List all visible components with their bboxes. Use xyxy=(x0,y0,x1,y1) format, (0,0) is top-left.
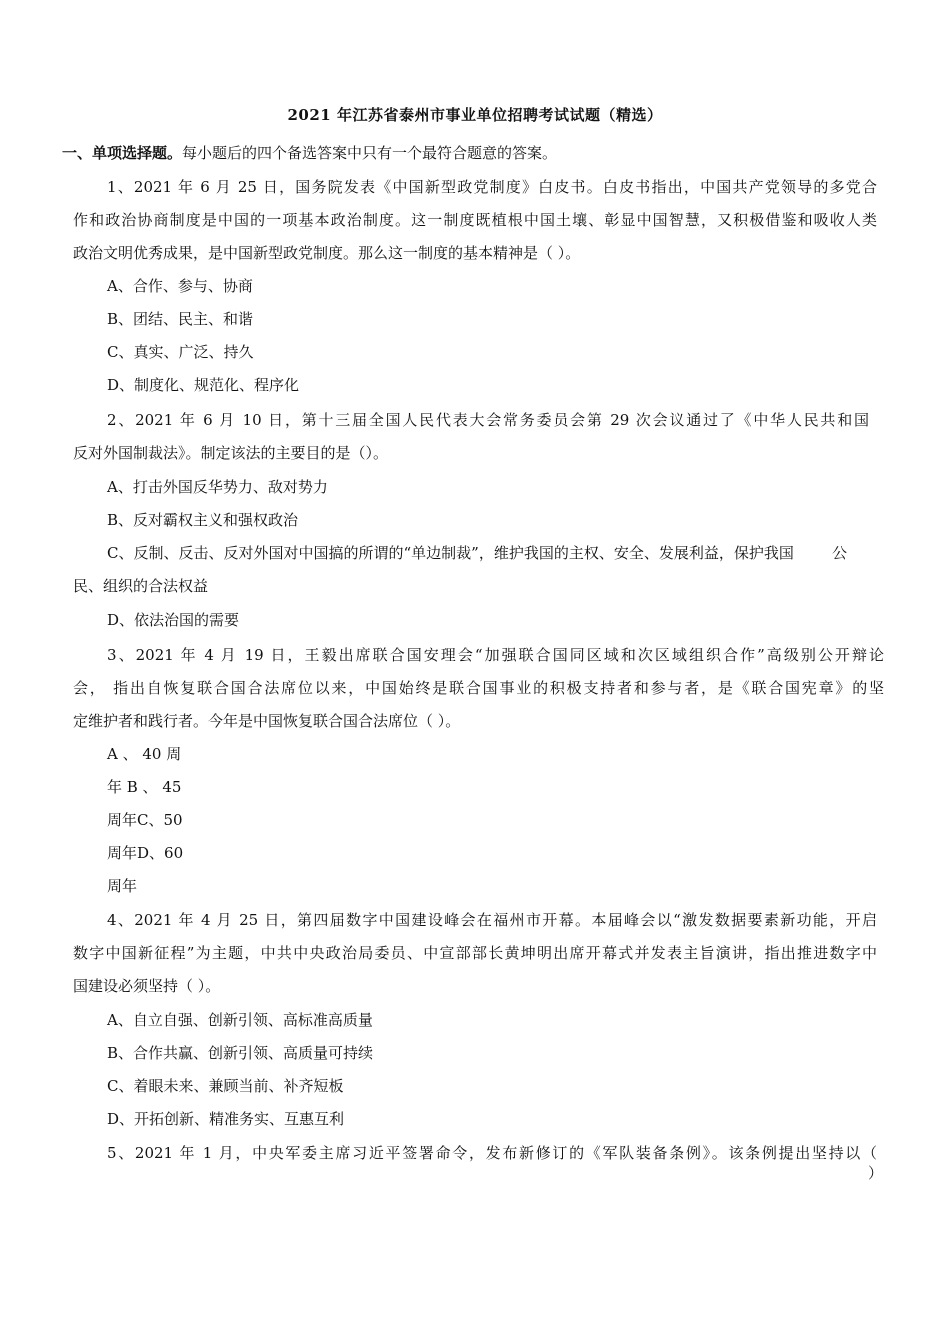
question-3-line-3: 定维护者和践行者。今年是中国恢复联合国合法席位（ ）。 xyxy=(73,712,461,730)
question-3-line-1: 3、2021 年 4 月 19 日，王毅出席联合国安理会“加强联合国同区域和次区域组织合作”高级别公开辩论 xyxy=(107,646,884,664)
question-2-line-1: 2、2021 年 6 月 10 日，第十三届全国人民代表大会常务委员会第 29 次会议通过了《中华人民共和国 xyxy=(107,411,869,429)
document-title: 2021 年江苏省泰州市事业单位招聘考试试题（精选） xyxy=(287,106,663,124)
question-4-option-a: A、自立自强、创新引领、高标准高质量 xyxy=(107,1011,373,1029)
question-1-line-2: 作和政治协商制度是中国的一项基本政治制度。这一制度既植根中国土壤、彰显中国智慧，又积极借鉴和吸收人类 xyxy=(73,211,877,229)
question-1-line-3: 政治文明优秀成果，是中国新型政党制度。那么这一制度的基本精神是（ ）。 xyxy=(73,244,581,262)
question-4-line-1: 4、2021 年 4 月 25 日，第四届数字中国建设峰会在福州市开幕。本届峰会以“激发数据要素新功能，开启 xyxy=(107,911,877,929)
question-5-paren-close: ） xyxy=(868,1164,884,1182)
question-3-option-d: 周年D、60 xyxy=(107,844,184,862)
question-1-line-1: 1、2021 年 6 月 25 日，国务院发表《中国新型政党制度》白皮书。白皮书指出，中国共产党领导的多党合 xyxy=(107,178,877,196)
question-1-option-a: A、合作、参与、协商 xyxy=(107,277,253,295)
question-3-line-2: 会， 指出自恢复联合国合法席位以来，中国始终是联合国事业的积极支持者和参与者，是《联合国宪章》的坚 xyxy=(73,679,884,697)
question-4-option-b: B、合作共赢、创新引领、高质量可持续 xyxy=(107,1044,374,1062)
section-instruction: 每小题后的四个备选答案中只有一个最符合题意的答案。 xyxy=(182,144,558,162)
question-3-option-tail: 周年 xyxy=(107,877,138,895)
question-2-option-d: D、依法治国的需要 xyxy=(107,611,240,629)
question-1-option-b: B、团结、民主、和谐 xyxy=(107,310,254,328)
question-2-option-c-line-2: 民、组织的合法权益 xyxy=(73,577,209,595)
section-heading-line xyxy=(62,143,557,163)
question-2-option-c-line-1: C、反制、反击、反对外国对中国搞的所谓的“单边制裁”，维护我国的主权、安全、发展利益，保护我国 xyxy=(107,544,794,562)
question-3-option-b: 年 B 、 45 xyxy=(107,778,182,796)
question-2-line-2: 反对外国制裁法》。制定该法的主要目的是（）。 xyxy=(73,444,389,462)
question-1-option-d: D、制度化、规范化、程序化 xyxy=(107,376,300,394)
section-heading: 一、单项选择题。 xyxy=(62,144,183,162)
question-2-option-a: A、打击外国反华势力、敌对势力 xyxy=(107,478,328,496)
question-4-option-d: D、开拓创新、精准务实、互惠互利 xyxy=(107,1110,345,1128)
question-2-option-b: B、反对霸权主义和强权政治 xyxy=(107,511,299,529)
question-3-option-c: 周年C、50 xyxy=(107,811,183,829)
question-4-option-c: C、着眼未来、兼顾当前、补齐短板 xyxy=(107,1077,344,1095)
question-3-option-a: A 、 40 周 xyxy=(107,745,182,763)
question-5-line-1: 5、2021 年 1 月，中央军委主席习近平签署命令，发布新修订的《军队装备条例》。该条例提出坚持以（ xyxy=(107,1144,877,1162)
question-4-line-2: 数字中国新征程”为主题，中共中央政治局委员、中宣部部长黄坤明出席开幕式并发表主旨演讲，指出推进数字中 xyxy=(73,944,877,962)
question-4-line-3: 国建设必须坚持（ ）。 xyxy=(73,977,221,995)
question-1-option-c: C、真实、广泛、持久 xyxy=(107,343,254,361)
question-2-option-c-tail: 公 xyxy=(832,544,848,562)
